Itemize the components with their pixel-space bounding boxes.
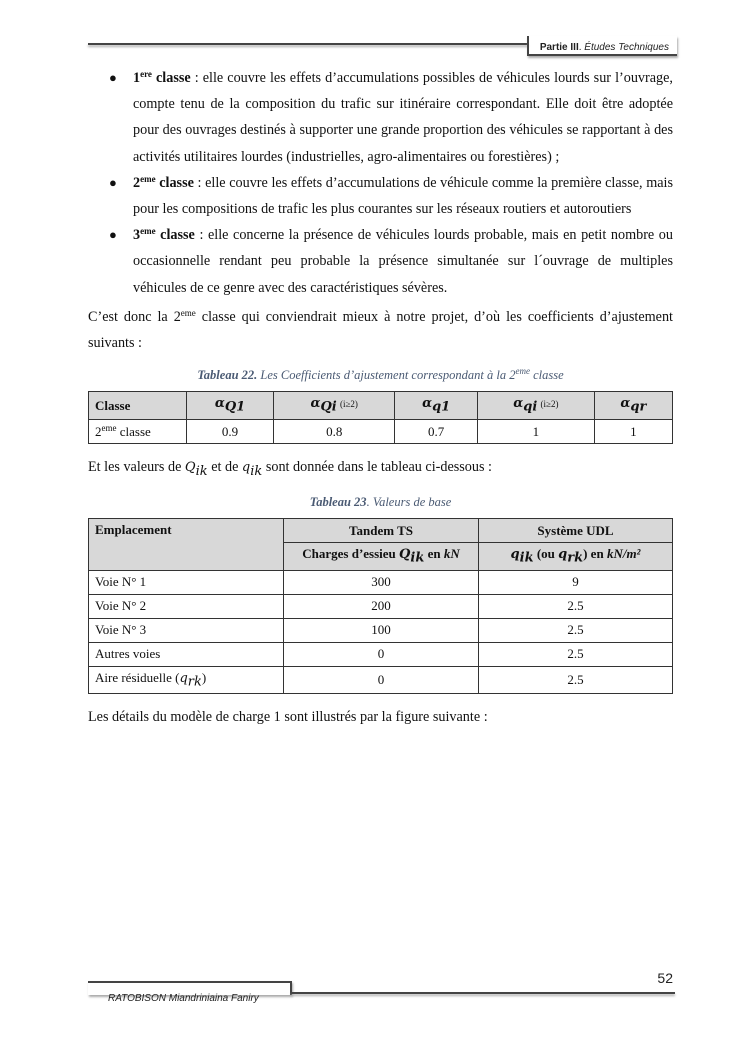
table-header-row <box>89 392 673 420</box>
page-content <box>88 65 673 731</box>
col-udl-sub: $q_{ik}$ (ou $q_{rk}$) en kN/m² <box>479 543 673 571</box>
values-paragraph: Et les valeurs de $Q_{ik}$ et de $q_{ik}$ sont donnée dans le tableau ci-dessous : <box>88 459 492 479</box>
class-list <box>88 65 673 301</box>
footer-author: RATOBISON Miandriniaina Faniry <box>108 993 259 1004</box>
list-item-class-2: ● 2eme classe : elle couvre les effets d’accumulations de véhicule comme la première classe, mais pour les compositions de trafic les plus courantes sur les réseaux routiers et autoroutiers <box>88 170 673 222</box>
col-alpha-qi: $\alpha_{Qi}$ (i≥2) <box>274 392 395 420</box>
table-row: Voie N° 3 100 2.5 <box>89 618 673 642</box>
header-section: Études Techniques <box>584 42 669 53</box>
table-row: Autres voies 0 2.5 <box>89 642 673 666</box>
col-alpha-q1-small: $\alpha_{q1}$ <box>395 392 478 420</box>
bullet-icon: ● <box>109 70 117 85</box>
table22-caption: Tableau 22. Les Coefficients d’ajustement correspondant à la 2eme classe <box>197 366 564 383</box>
running-header: Partie III. Études Techniques <box>539 42 669 53</box>
intro-paragraph: C’est donc la 2eme classe qui conviendrait mieux à notre projet, d’où les coefficients d’ajustement suivants : <box>88 307 673 352</box>
col-udl: Système UDL <box>479 519 673 543</box>
list-item-class-1: ● 1ere classe : elle couvre les effets d’accumulations possibles de véhicules lourds sur l’ouvrage, compte tenu de la composition du trafic sur itinéraire correspondant. Elle doit être adoptée pour des ouvrages destinés à supporter une grande proportion des véhicules se rapportant à des activités utilitaires lourdes (industrielles, agro-alimentaires ou forestières) ; <box>88 65 673 170</box>
table-header-row <box>89 519 673 543</box>
bullet-icon: ● <box>109 174 117 190</box>
bullet-icon: ● <box>109 227 117 243</box>
table-row: 2eme classe 0.9 0.8 0.7 1 1 <box>89 420 673 444</box>
col-alpha-q1: $\alpha_{Q1}$ <box>187 392 274 420</box>
col-alpha-qr: $\alpha_{qr}$ <box>594 392 672 420</box>
table-23 <box>88 518 673 694</box>
table-row: Voie N° 2 200 2.5 <box>89 594 673 618</box>
page-number: 52 <box>657 970 673 986</box>
col-alpha-qi-small: $\alpha_{qi}$ (i≥2) <box>477 392 594 420</box>
table-row: Aire résiduelle $(q_{rk})$ 0 2.5 <box>89 666 673 694</box>
table-22 <box>88 391 673 444</box>
table23-caption: Tableau 23. Valeurs de base <box>309 495 452 510</box>
list-item-class-3: ● 3eme classe : elle concerne la présence de véhicules lourds probable, mais en petit nombre ou occasionnelle rendant peu probable la présence simultanée sur l´ouvrage de multiples véhicules de ce genre avec des caractéristiques sévères. <box>88 222 673 301</box>
header-part: Partie III <box>539 42 579 53</box>
col-classe: Classe <box>89 392 187 420</box>
figure-intro-paragraph: Les détails du modèle de charge 1 sont illustrés par la figure suivante : <box>88 709 488 726</box>
footer-rule <box>291 992 675 994</box>
col-emplacement: Emplacement <box>89 519 284 571</box>
header-rule <box>88 43 528 45</box>
col-tandem: Tandem TS <box>284 519 479 543</box>
table-row: Voie N° 1 300 9 <box>89 570 673 594</box>
col-tandem-sub: Charges d’essieu $Q_{ik}$ en kN <box>284 543 479 571</box>
